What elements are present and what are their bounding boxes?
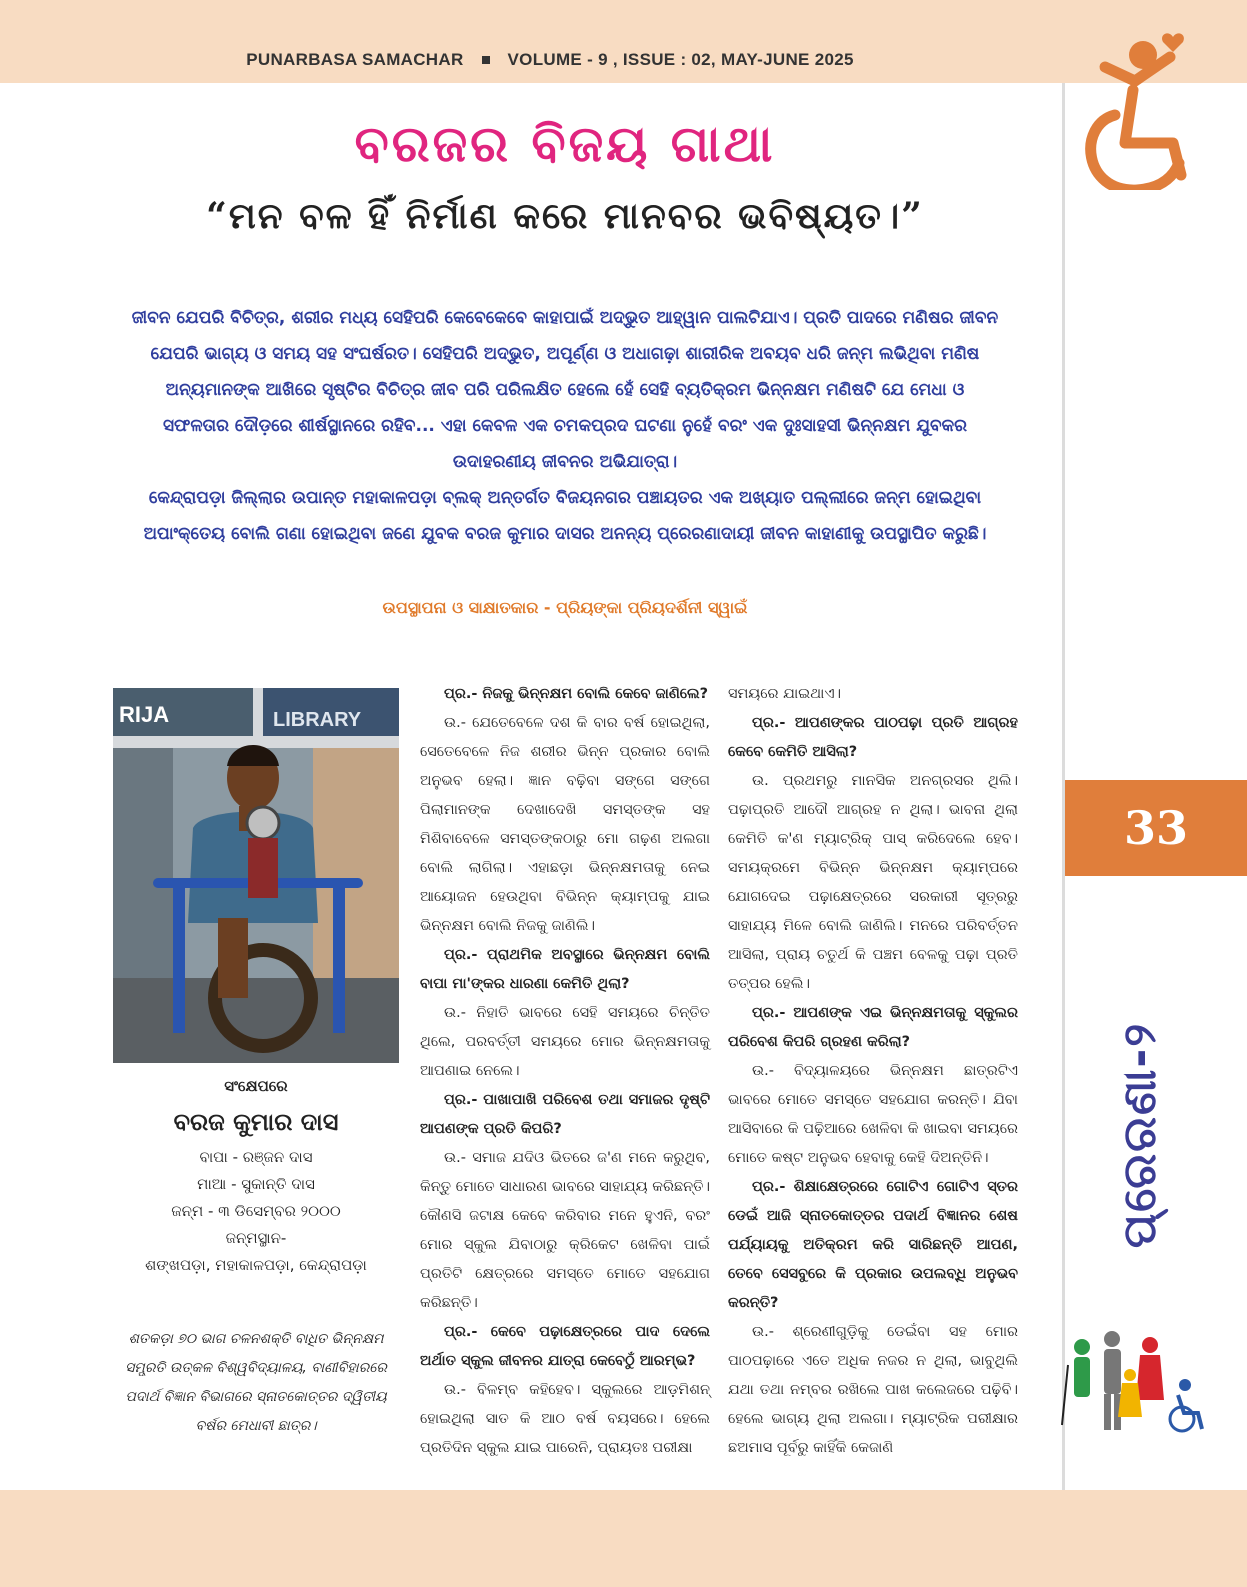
top-band bbox=[0, 0, 1247, 83]
photo-sign-left: RIJA bbox=[119, 702, 170, 727]
bottom-band bbox=[0, 1490, 1247, 1587]
interview-column-1 bbox=[420, 680, 710, 1463]
profile-bio: ଶତକଡ଼ା ୭୦ ଭାଗ ଚଳନଶକ୍ତି ବାଧିତ ଭିନ୍ନକ୍ଷମ ସମ୍ପ୍ରତି ଉତ୍କଳ ବିଶ୍ୱବିଦ୍ୟାଳୟ, ବାଣୀବିହାରରେ ପଦାର୍ଥ ବିଜ୍ଞାନ ବିଭାଗରେ ସ୍ନାତକୋତ୍ତର ଦ୍ୱିତୀୟ ବର୍ଷର ମେଧାବୀ ଛାତ୍ର। bbox=[125, 1331, 387, 1434]
interview-question: ପ୍ର.- ପ୍ରାଥମିକ ଅବସ୍ଥାରେ ଭିନ୍ନକ୍ଷମ ବୋଲି ବାପା ମା'ଙ୍କର ଧାରଣା କେମିତି ଥିଲା? bbox=[420, 947, 710, 992]
issue-info: VOLUME - 9 , ISSUE : 02, MAY-JUNE 2025 bbox=[507, 50, 854, 69]
profile-birth: ଜନ୍ମ - ୩ ଡିସେମ୍ବର ୨୦୦୦ bbox=[171, 1202, 341, 1220]
profile-heading: ସଂକ୍ଷେପରେ bbox=[224, 1077, 288, 1095]
interview-question: ପ୍ର.- ପାଖାପାଖି ପରିବେଶ ତଥା ସମାଜର ଦୃଷ୍ଟି ଆପଣଙ୍କ ପ୍ରତି କିପରି? bbox=[420, 1092, 710, 1137]
profile-mother: ମାଆ - ସୁକାନ୍ତି ଦାସ bbox=[197, 1175, 315, 1193]
profile-name: ବରଜ କୁମାର ଦାସ bbox=[173, 1108, 339, 1136]
diverse-people-icon bbox=[1060, 1325, 1210, 1435]
section-label-box bbox=[1080, 1000, 1200, 1270]
interview-answer: ଉ.- ଶ୍ରେଣୀଗୁଡ଼ିକୁ ଡେଇଁବା ସହ ମୋର ପାଠପଢ଼ାରେ ଏତେ ଅଧିକ ନଜର ନ ଥିଲା, ଭାବୁଥିଲି ଯଥା ତଥା ନମ୍ବର ରଖିଲେ ପାଖ କଲେଜରେ ପଢ଼ିବି। ହେଲେ ଭାଗ୍ୟ ଥିଲା ଅଲଗା। ମ୍ୟାଟ୍ରିକ ପରୀକ୍ଷାର ଛଅମାସ ପୂର୍ବରୁ କାହିଁକି କେଜାଣି bbox=[728, 1324, 1018, 1456]
article-subtitle: “ମନ ବଳ ହିଁ ନିର୍ମାଣ କରେ ମାନବର ଭବିଷ୍ୟତ।” bbox=[206, 195, 924, 237]
interview-answer: ସମୟରେ ଯାଇଥାଏ। bbox=[728, 686, 842, 702]
interview-answer: ଉ.- ନିହାତି ଭାବରେ ସେହି ସମୟରେ ଚିନ୍ତିତ ଥିଲେ, ପରବର୍ତ୍ତୀ ସମୟରେ ମୋର ଭିନ୍ନକ୍ଷମତାକୁ ଆପଣାଇ ନେଲେ। bbox=[420, 1005, 710, 1079]
publication-name: PUNARBASA SAMACHAR bbox=[246, 50, 464, 69]
interview-question: ପ୍ର.- ଆପଣଙ୍କର ପାଠପଢ଼ା ପ୍ରତି ଆଗ୍ରହ କେବେ କେମିତି ଆସିଲା? bbox=[728, 715, 1018, 760]
intro-paragraph-1: ଜୀବନ ଯେପରି ବିଚିତ୍ର, ଶରୀର ମଧ୍ୟ ସେହିପରି କେବେକେବେ କାହାପାଇଁ ଅଦ୍ଭୁତ ଆହ୍ୱାନ ପାଲଟିଯାଏ। ପ୍ରତି ପାଦରେ ମଣିଷର ଜୀବନ ଯେପରି ଭାଗ୍ୟ ଓ ସମୟ ସହ ସଂଘର୍ଷରତ। ସେହିପରି ଅଦ୍ଭୁତ, ଅପୂର୍ଣ୍ଣ ଓ ଅଧାଗଢ଼ା ଶାରୀରିକ ଅବୟବ ଧରି ଜନ୍ମ ଲଭିଥିବା ମଣିଷ ଅନ୍ୟମାନଙ୍କ ଆଖିରେ ସୃଷ୍ଟିର ବିଚିତ୍ର ଜୀବ ପରି ପରିଲକ୍ଷିତ ହେଲେ ହେଁ ସେହି ବ୍ୟତିକ୍ରମ ଭିନ୍ନକ୍ଷମ ମଣିଷଟି ଯେ ମେଧା ଓ ସଫଳତାର ଦୌଡ଼ରେ ଶୀର୍ଷସ୍ଥାନରେ ରହିବ... ଏହା କେବଳ ଏକ ଚମକପ୍ରଦ ଘଟଣା ନୁହେଁ ବରଂ ଏକ ଦୁଃସାହସୀ ଭିନ୍ନକ୍ଷମ ଯୁବକର ଉଦାହରଣୀୟ ଜୀବନର ଅଭିଯାତ୍ରା। bbox=[131, 308, 999, 472]
running-header bbox=[0, 50, 1100, 70]
profile-father: ବାପା - ରଞ୍ଜନ ଦାସ bbox=[199, 1148, 313, 1166]
interview-answer: ଉ. ପ୍ରଥମରୁ ମାନସିକ ଅନଗ୍ରସର ଥିଲି। ପଢ଼ାପ୍ରତି ଆଦୌ ଆଗ୍ରହ ନ ଥିଲା। ଭାବନା ଥିଲା କେମିତି କ'ଣ ମ୍ୟାଟ୍ରିକ୍ ପାସ୍ କରିଦେଲେ ହେବ। ସମୟକ୍ରମେ ବିଭିନ୍ନ ଭିନ୍ନକ୍ଷମ କ୍ୟାମ୍ପରେ ଯୋଗଦେଇ ପଢ଼ାକ୍ଷେତ୍ରରେ ସରକାରୀ ସୂତ୍ରରୁ ସାହାଯ୍ୟ ମିଳେ ବୋଲି ଜାଣିଲି। ମନରେ ପରିବର୍ତ୍ତନ ଆସିଲା, ପ୍ରାୟ ଚତୁର୍ଥ କି ପଞ୍ଚମ ବେଳକୁ ପଢ଼ା ପ୍ରତି ତତ୍ପର ହେଲି। bbox=[728, 773, 1018, 992]
interview-answer: ଉ.- ଯେତେବେଳେ ଦଶ କି ବାର ବର୍ଷ ହୋଇଥିଲା, ସେତେବେଳେ ନିଜ ଶରୀର ଭିନ୍ନ ପ୍ରକାର ବୋଲି ଅନୁଭବ ହେଲା। ଜ୍ଞାନ ବଢ଼ିବା ସଙ୍ଗେ ସଙ୍ଗେ ପିଲାମାନଙ୍କ ଦେଖାଦେଖି ସମସ୍ତଙ୍କ ସହ ମିଶିବାବେଳେ ସମସ୍ତଙ୍କଠାରୁ ମୋ ଗଢ଼ଣ ଅଲଗା ବୋଲି ଲାଗିଲା। ଏହାଛଡ଼ା ଭିନ୍ନକ୍ଷମତାକୁ ନେଇ ଆୟୋଜନ ହେଉଥିବା ବିଭିନ୍ନ କ୍ୟାମ୍ପକୁ ଯାଇ ଭିନ୍ନକ୍ଷମ ବୋଲି ନିଜକୁ ଜାଣିଲି। bbox=[420, 715, 710, 934]
interview-question: ପ୍ର.- ଶିକ୍ଷାକ୍ଷେତ୍ରରେ ଗୋଟିଏ ଗୋଟିଏ ସ୍ତର ଡେଇଁ ଆଜି ସ୍ନାତକୋତ୍ତର ପଦାର୍ଥ ବିଜ୍ଞାନର ଶେଷ ପର୍ଯ୍ୟାୟକୁ ଅତିକ୍ରମ କରି ସାରିଛନ୍ତି ଆପଣ, ତେବେ ସେସବୁରେ କି ପ୍ରକାର ଉପଲବ୍ଧି ଅନୁଭବ କରନ୍ତି? bbox=[728, 1179, 1018, 1311]
interview-answer: ଉ.- ବିଦ୍ୟାଳୟରେ ଭିନ୍ନକ୍ଷମ ଛାତ୍ରଟିଏ ଭାବରେ ମୋତେ ସମସ୍ତେ ସହଯୋଗ କରନ୍ତି। ଯିବା ଆସିବାରେ କି ପଢ଼ିଆରେ ଖେଳିବା କି ଖାଇବା ସମୟରେ ମୋତେ କଷ୍ଟ ଅନୁଭବ ହେବାକୁ କେହି ଦିଅନ୍ତିନି। bbox=[728, 1063, 1018, 1166]
interview-column-2 bbox=[728, 680, 1018, 1463]
page-number: 33 bbox=[1065, 780, 1247, 876]
intro-text bbox=[130, 300, 1000, 552]
interview-answer: ଉ.- ବିଳମ୍ବ କହିହେବ। ସ୍କୁଲରେ ଆଡ଼ମିଶନ୍ ହୋଇଥିଲା ସାତ କି ଆଠ ବର୍ଷ ବୟସରେ। ହେଲେ ପ୍ରତିଦିନ ସ୍କୁଲ ଯାଇ ପାରେନି, ପ୍ରାୟତଃ ପରୀକ୍ଷା bbox=[420, 1382, 710, 1456]
profile-caption bbox=[113, 1073, 399, 1279]
intro-paragraph-2: କେନ୍ଦ୍ରାପଡ଼ା ଜିଲ୍ଲାର ଉପାନ୍ତ ମହାକାଳପଡ଼ା ବ୍ଲକ୍ ଅନ୍ତର୍ଗତ ବିଜୟନଗର ପଞ୍ଚାୟତର ଏକ ଅଖ୍ୟାତ ପଲ୍ଲୀରେ ଜନ୍ମ ହୋଇଥିବା ଅପାଂକ୍ତେୟ ବୋଲି ଗଣା ହୋଇଥିବା ଜଣେ ଯୁବକ ବରଜ କୁମାର ଦାସର ଅନନ୍ୟ ପ୍ରେରଣାଦାୟୀ ଜୀବନ କାହାଣୀକୁ ଉପସ୍ଥାପିତ କରୁଛି। bbox=[143, 488, 987, 544]
photo-illustration bbox=[113, 688, 399, 1063]
interview-question: ପ୍ର.- ଆପଣଙ୍କ ଏଇ ଭିନ୍ନକ୍ଷମତାକୁ ସ୍କୁଲର ପରିବେଶ କିପରି ଗ୍ରହଣ କରିଲା? bbox=[728, 1005, 1018, 1050]
article-title: ବରଜର ବିଜୟ ଗାଥା bbox=[354, 115, 776, 173]
bullet-separator bbox=[482, 56, 490, 64]
interview-answer: ଉ.- ସମାଜ ଯଦିଓ ଭିତରେ ଜ'ଣ ମନେ କରୁଥିବ, କିନ୍ତୁ ମୋତେ ସାଧାରଣ ଭାବରେ ସାହାଯ୍ୟ କରିଛନ୍ତି। କୌଣସି ଜଟାକ୍ଷ କେବେ କରିବାର ମନେ ହୁଏନି, ବରଂ ମୋର ସ୍କୁଲ ଯିବାଠାରୁ କ୍ରିକେଟ ଖେଳିବା ପାଇଁ ପ୍ରତିଟି କ୍ଷେତ୍ରରେ ସମସ୍ତେ ମୋତେ ସହଯୋଗ କରିଛନ୍ତି। bbox=[420, 1150, 710, 1311]
section-label: ପ୍ରେରଣା-୨ bbox=[1112, 1021, 1166, 1249]
profile-birthplace-label: ଜନ୍ମସ୍ଥାନ- bbox=[225, 1229, 287, 1247]
photo-sign-right: LIBRARY bbox=[273, 709, 362, 731]
interview-question: ପ୍ର.- କେବେ ପଢ଼ାକ୍ଷେତ୍ରରେ ପାଦ ଦେଲେ ଅର୍ଥାତ ସ୍କୁଲ ଜୀବନର ଯାତ୍ରା କେବେଠୁଁ ଆରମ୍ଭ? bbox=[420, 1324, 710, 1369]
profile-birthplace: ଶଙ୍ଖପଡ଼ା, ମହାକାଳପଡ଼ା, କେନ୍ଦ୍ରାପଡ଼ା bbox=[145, 1256, 367, 1274]
byline: ଉପସ୍ଥାପନା ଓ ସାକ୍ଷାତକାର - ପ୍ରିୟଙ୍କା ପ୍ରିୟଦର୍ଶିନୀ ସ୍ୱାଇଁ bbox=[382, 598, 748, 617]
interview-question: ପ୍ର.- ନିଜକୁ ଭିନ୍ନକ୍ଷମ ବୋଲି କେବେ ଜାଣିଲେ? bbox=[444, 686, 709, 702]
portrait-photo bbox=[113, 688, 399, 1063]
